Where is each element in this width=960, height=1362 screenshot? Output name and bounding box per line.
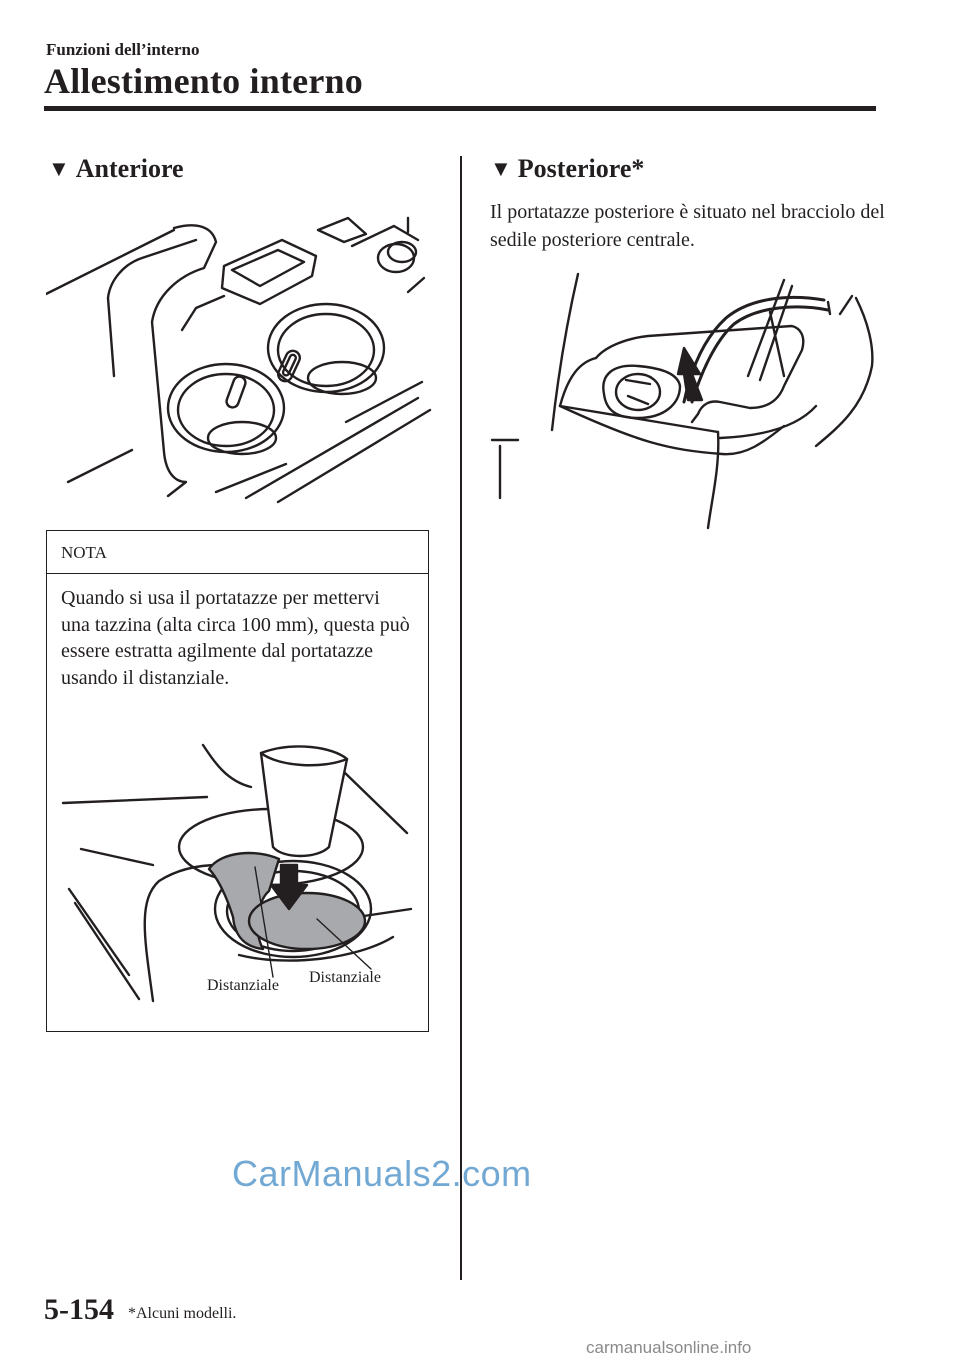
note-header: [47, 531, 428, 574]
heading-anteriore: [48, 154, 184, 184]
heading-anteriore-text: Anteriore: [75, 154, 184, 183]
page-title: Allestimento interno: [44, 61, 363, 101]
watermark: CarManuals2.com: [232, 1153, 532, 1194]
section-label: Funzioni dell’interno: [46, 40, 200, 59]
header-rule: [44, 106, 876, 111]
rear-cupholder-illustration: [488, 266, 880, 558]
footnote: *Alcuni modelli.: [128, 1305, 237, 1322]
posteriore-text: Il portatazze posteriore è situato nel bracciolo del sedile posteriore centrale.: [490, 201, 885, 251]
footer-url: carmanualsonline.info: [586, 1338, 752, 1357]
note-label: NOTA: [61, 543, 107, 562]
triangle-marker-icon: ▼: [490, 156, 512, 181]
page-number: 5-154: [44, 1293, 114, 1326]
callout-distanziale-left: Distanziale: [207, 977, 279, 994]
heading-posteriore: [490, 154, 644, 184]
heading-posteriore-text: Posteriore*: [517, 154, 645, 183]
callout-distanziale-right: Distanziale: [309, 969, 381, 986]
note-box: [46, 530, 429, 1032]
note-text: Quando si usa il portatazze per mettervi una tazzina (alta circa 100 mm), questa può essere estratta agilmente dal portatazze usando il distanziale.: [61, 587, 410, 689]
front-cupholder-illustration: [46, 212, 436, 512]
column-divider: [460, 156, 462, 1280]
triangle-marker-icon: ▼: [48, 156, 70, 181]
